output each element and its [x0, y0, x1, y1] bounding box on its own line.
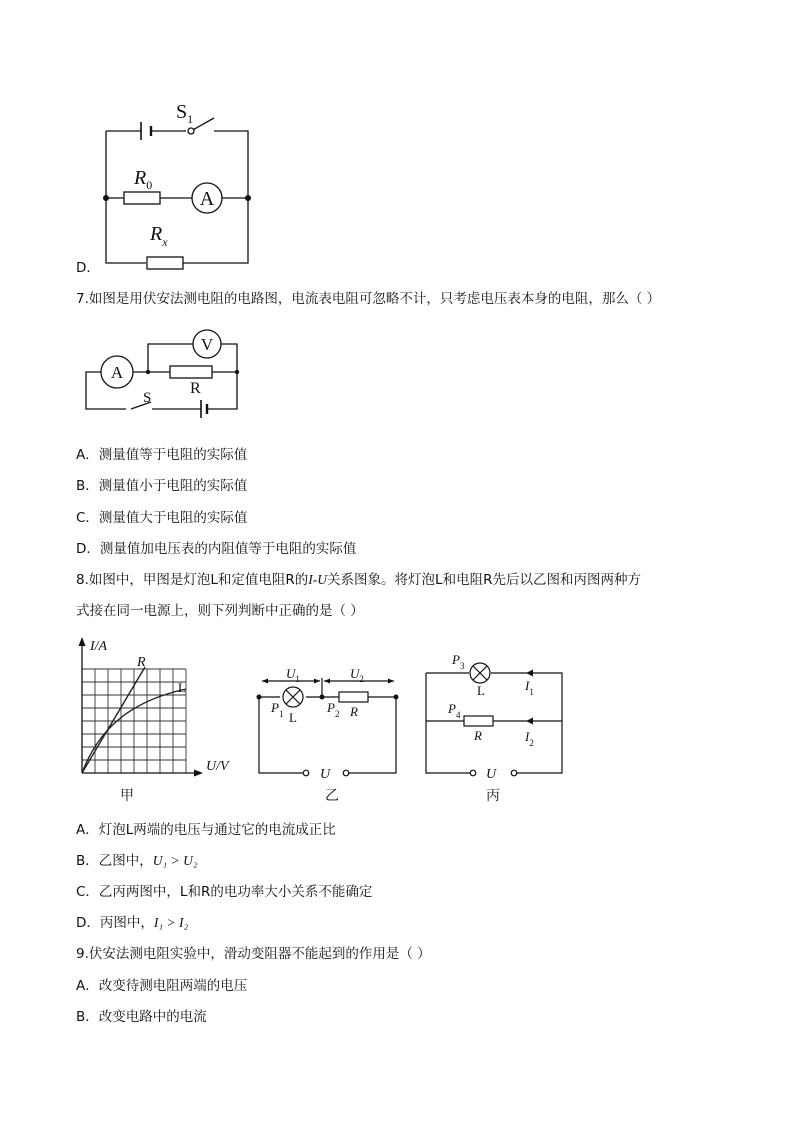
q8-jia-xlabel: U/V — [206, 759, 229, 774]
q8-jia-caption: 甲 — [120, 789, 134, 804]
q8-bing-source-label: U — [486, 767, 497, 782]
q8-jia-l-label: L — [178, 680, 186, 695]
q8-option-a: A．灯泡L两端的电压与通过它的电流成正比 — [76, 822, 336, 838]
q8-stem-iu: I-U — [308, 572, 328, 587]
q8-yi-u2-label: $U_2$ — [350, 666, 364, 684]
q9-option-a: A．改变待测电阻两端的电压 — [76, 978, 248, 994]
q7-option-c: C．测量值大于电阻的实际值 — [76, 510, 248, 526]
q7-option-b: B．测量值小于电阻的实际值 — [76, 478, 248, 494]
q8-yi-p1-label: $P_1$ — [271, 700, 284, 719]
q8-yi-caption: 乙 — [325, 789, 339, 804]
q7-ammeter-label: A — [110, 363, 124, 382]
q8-option-d-prefix: D．丙图中， — [76, 915, 154, 931]
q8-option-c: C．乙丙两图中，L和R的电功率大小关系不能确定 — [76, 884, 373, 900]
q8-stem-line2: 式接在同一电源上，则下列判断中正确的是（ ） — [76, 603, 364, 619]
q6-switch-label: $S_1$ — [176, 101, 194, 126]
q8-option-b-prefix: B．乙图中， — [76, 853, 153, 869]
q7-option-a: A．测量值等于电阻的实际值 — [76, 447, 248, 463]
q8-yi-p2-label: $P_2$ — [327, 700, 340, 719]
q6-ammeter-label: A — [199, 188, 215, 210]
q8-bing-lamp-label: L — [477, 683, 485, 698]
q8-option-d — [76, 914, 188, 932]
q8-stem-line1-pre: 8.如图中，甲图是灯泡L和定值电阻R的 — [76, 572, 309, 588]
q7-voltmeter-label: V — [200, 335, 214, 354]
q8-bing-p3-label: $P_3$ — [452, 652, 465, 671]
q7-switch-label: S — [143, 390, 152, 406]
q8-jia-r-label: R — [137, 655, 146, 670]
q6-r0-label: $R_0$ — [134, 167, 153, 192]
q7-stem: 7.如图是用伏安法测电阻的电路图，电流表电阻可忽略不计，只考虑电压表本身的电阻，那么（ ） — [76, 291, 661, 307]
q8-stem-line1-post: 关系图象。将灯泡L和电阻R先后以乙图和丙图两种方 — [327, 572, 641, 588]
q8-jia-ylabel: I/A — [90, 639, 108, 654]
q8-bing-caption: 丙 — [486, 789, 500, 804]
q8-bing-p4-label: $P_4$ — [448, 701, 461, 720]
q8-option-b-math: U₁ > U₂ — [152, 853, 198, 868]
q8-bing-i2-label: $I_2$ — [525, 729, 534, 748]
q8-bing-resistor-label: R — [474, 728, 482, 743]
q8-option-d-math: I₁ > I₂ — [153, 915, 189, 930]
q9-stem: 9.伏安法测电阻实验中，滑动变阻器不能起到的作用是（ ） — [76, 946, 431, 962]
q6-rx-label: $R_x$ — [150, 223, 168, 249]
q8-yi-resistor-label: R — [350, 704, 358, 719]
q6-option-d-label: D． — [76, 260, 100, 276]
q8-bing-i1-label: $I_1$ — [525, 678, 534, 697]
q8-yi-lamp-label: L — [289, 710, 297, 725]
q8-option-b — [76, 852, 198, 870]
q7-option-d: D．测量值加电压表的内阻值等于电阻的实际值 — [76, 541, 357, 557]
q8-yi-u1-label: $U_1$ — [286, 666, 300, 684]
q9-option-b: B．改变电路中的电流 — [76, 1009, 207, 1025]
q7-resistor-label: R — [190, 380, 201, 397]
q8-yi-source-label: U — [320, 767, 331, 782]
